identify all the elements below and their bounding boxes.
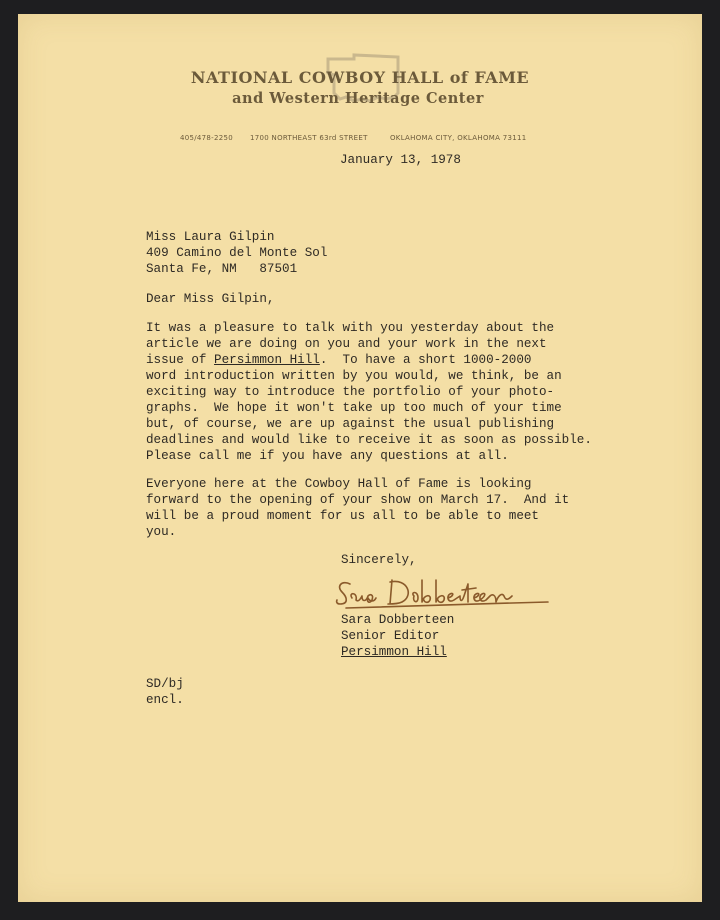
body-line: Please call me if you have any questions at all.	[146, 449, 509, 463]
signer-title: Senior Editor	[341, 629, 440, 643]
letterhead-street: 1700 NORTHEAST 63rd STREET	[250, 134, 368, 142]
body-line: will be a proud moment for us all to be able to meet	[146, 509, 539, 523]
letterhead-phone: 405/478-2250	[180, 134, 234, 142]
body-line: deadlines and would like to receive it as soon as possible.	[146, 433, 592, 447]
enclosure-notation: encl.	[146, 693, 184, 707]
body-line: It was a pleasure to talk with you yesterday about the	[146, 321, 555, 335]
body-text: issue of	[146, 353, 215, 367]
body-line: exciting way to introduce the portfolio of your photo-	[146, 385, 555, 399]
body-line: Everyone here at the Cowboy Hall of Fame is looking	[146, 477, 532, 491]
body-line: graphs. We hope it won't take up too much of your time	[146, 401, 562, 415]
recipient-city: Santa Fe, NM 87501	[146, 262, 298, 276]
letterhead-city: OKLAHOMA CITY, OKLAHOMA 73111	[390, 134, 527, 142]
body-line: word introduction written by you would, we think, be an	[146, 369, 562, 383]
body-line: but, of course, we are up against the usual publishing	[146, 417, 555, 431]
recipient-name: Miss Laura Gilpin	[146, 230, 275, 244]
publication-title: Persimmon Hill	[214, 353, 320, 367]
handwritten-signature	[334, 574, 556, 616]
body-line	[146, 352, 531, 369]
body-line: you.	[146, 525, 177, 539]
body-text: . To have a short 1000-2000	[319, 353, 532, 367]
typist-initials: SD/bj	[146, 677, 184, 691]
letterhead-title: NATIONAL COWBOY HALL of FAME	[190, 68, 530, 87]
salutation: Dear Miss Gilpin,	[146, 292, 275, 306]
letter-date: January 13, 1978	[340, 153, 461, 167]
recipient-street: 409 Camino del Monte Sol	[146, 246, 328, 260]
body-line: article we are doing on you and your work in the next	[146, 337, 547, 351]
signer-publication: Persimmon Hill	[341, 645, 447, 659]
letterhead-subtitle: and Western Heritage Center	[232, 90, 484, 107]
body-line: forward to the opening of your show on March 17. And it	[146, 493, 570, 507]
valediction: Sincerely,	[341, 553, 417, 567]
signer-name: Sara Dobberteen	[341, 613, 455, 627]
